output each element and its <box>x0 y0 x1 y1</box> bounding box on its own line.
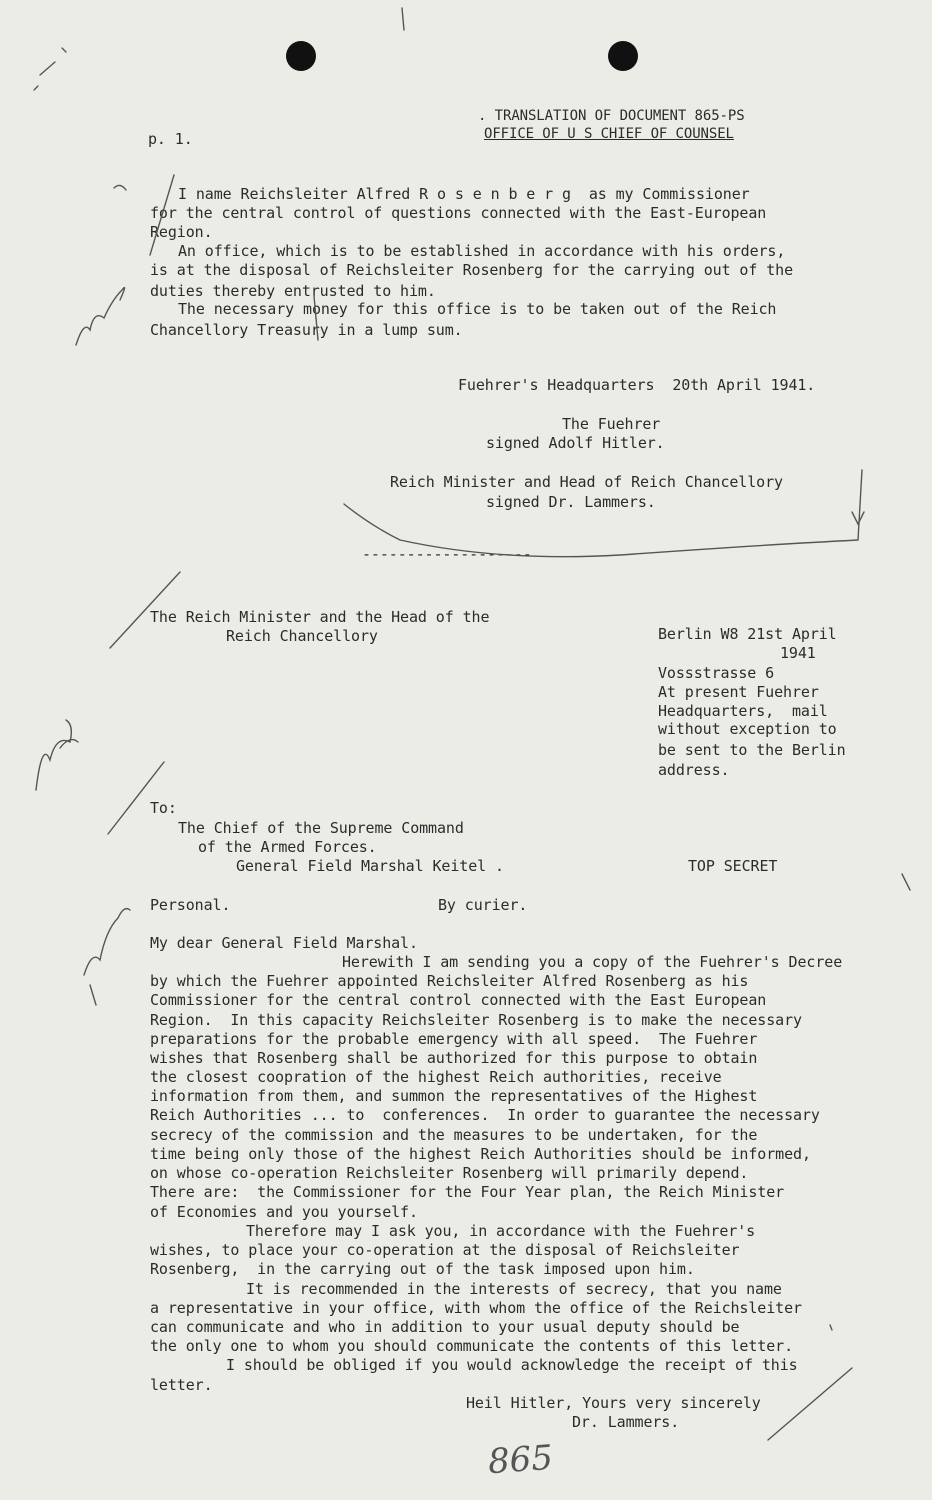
body-line: a representative in your office, with whom the office of the Reichsleiter <box>150 1299 802 1317</box>
body-line: preparations for the probable emergency with all speed. The Fuehrer <box>150 1030 758 1048</box>
decree-line: I name Reichsleiter Alfred R o s e n b e r g as my Commissioner <box>178 185 750 203</box>
page-number: p. 1. <box>148 130 193 148</box>
body-line: the only one to whom you should communicate the contents of this letter. <box>150 1337 794 1355</box>
body-line: the closest coopration of the highest Reich authorities, receive <box>150 1068 722 1086</box>
body-line: wishes, to place your co-operation at the disposal of Reichsleiter <box>150 1241 740 1259</box>
body-line: Reich Authorities ... to conferences. In order to guarantee the necessary <box>150 1106 820 1124</box>
closing-line: Heil Hitler, Yours very sincerely <box>466 1394 761 1412</box>
decree-place-date: Fuehrer's Headquarters 20th April 1941. <box>458 376 816 394</box>
decree-line: An office, which is to be established in accordance with his orders, <box>178 242 786 260</box>
body-line: letter. <box>150 1376 213 1394</box>
delivery-label: By curier. <box>438 896 528 914</box>
body-line: There are: the Commissioner for the Four Year plan, the Reich Minister <box>150 1183 785 1201</box>
address-line: Berlin W8 21st April <box>658 625 837 643</box>
body-line: Commissioner for the central control connected with the East European <box>150 991 767 1009</box>
to-label: To: <box>150 799 177 817</box>
body-line: wishes that Rosenberg shall be authorized for this purpose to obtain <box>150 1049 758 1067</box>
decree-line: duties thereby entrusted to him. <box>150 282 436 300</box>
pencil-slash <box>768 1368 852 1440</box>
decree-line: Chancellory Treasury in a lump sum. <box>150 321 463 339</box>
recipient-line: General Field Marshal Keitel . <box>236 857 504 875</box>
body-line: Rosenberg, in the carrying out of the task imposed upon him. <box>150 1260 695 1278</box>
body-line: information from them, and summon the representatives of the Highest <box>150 1087 758 1105</box>
office-title: OFFICE OF U S CHIEF OF COUNSEL <box>484 126 734 142</box>
signature-name: signed Dr. Lammers. <box>486 493 656 511</box>
body-line: secrecy of the commission and the measures to be undertaken, for the <box>150 1126 758 1144</box>
salutation: My dear General Field Marshal. <box>150 934 418 952</box>
body-line: of Economies and you yourself. <box>150 1203 418 1221</box>
address-line: Vossstrasse 6 <box>658 664 775 682</box>
body-line: time being only those of the highest Reich Authorities should be informed, <box>150 1145 811 1163</box>
signature-title: Reich Minister and Head of Reich Chancellory <box>390 473 783 491</box>
sender-line: The Reich Minister and the Head of the <box>150 608 490 626</box>
body-line: Herewith I am sending you a copy of the Fuehrer's Decree <box>342 953 843 971</box>
classification-label: TOP SECRET <box>688 857 778 875</box>
pencil-slash <box>108 762 164 834</box>
body-line: I should be obliged if you would acknowledge the receipt of this <box>226 1356 798 1374</box>
translation-title: . TRANSLATION OF DOCUMENT 865-PS <box>478 108 745 124</box>
decree-line: for the central control of questions connected with the East-European <box>150 204 767 222</box>
signature-title: The Fuehrer <box>562 415 661 433</box>
closing-name: Dr. Lammers. <box>572 1413 680 1431</box>
section-separator: ------------------- <box>362 545 532 563</box>
body-line: by which the Fuehrer appointed Reichsleiter Alfred Rosenberg as his <box>150 972 749 990</box>
address-line: Headquarters, mail <box>658 702 828 720</box>
decree-line: is at the disposal of Reichsleiter Rosenberg for the carrying out of the <box>150 261 794 279</box>
address-line: address. <box>658 761 730 779</box>
pencil-slash <box>110 572 180 648</box>
sender-line: Reich Chancellory <box>226 627 378 645</box>
recipient-line: The Chief of the Supreme Command <box>178 819 464 837</box>
decree-line: The necessary money for this office is to be taken out of the Reich <box>178 300 777 318</box>
signature-name: signed Adolf Hitler. <box>486 434 665 452</box>
personal-label: Personal. <box>150 896 231 914</box>
body-line: can communicate and who in addition to your usual deputy should be <box>150 1318 740 1336</box>
handwritten-document-number: 865 <box>486 1437 555 1483</box>
decree-line: Region. <box>150 223 213 241</box>
body-line: Therefore may I ask you, in accordance with the Fuehrer's <box>246 1222 756 1240</box>
address-line: At present Fuehrer <box>658 683 819 701</box>
address-line: 1941 <box>780 644 816 662</box>
pencil-slash <box>150 175 174 255</box>
body-line: Region. In this capacity Reichsleiter Rosenberg is to make the necessary <box>150 1011 802 1029</box>
address-line: be sent to the Berlin <box>658 741 846 759</box>
pencil-bracket <box>344 470 862 557</box>
body-line: on whose co-operation Reichsleiter Rosenberg will primarily depend. <box>150 1164 749 1182</box>
recipient-line: of the Armed Forces. <box>198 838 377 856</box>
body-line: It is recommended in the interests of secrecy, that you name <box>246 1280 782 1298</box>
address-line: without exception to <box>658 720 837 738</box>
